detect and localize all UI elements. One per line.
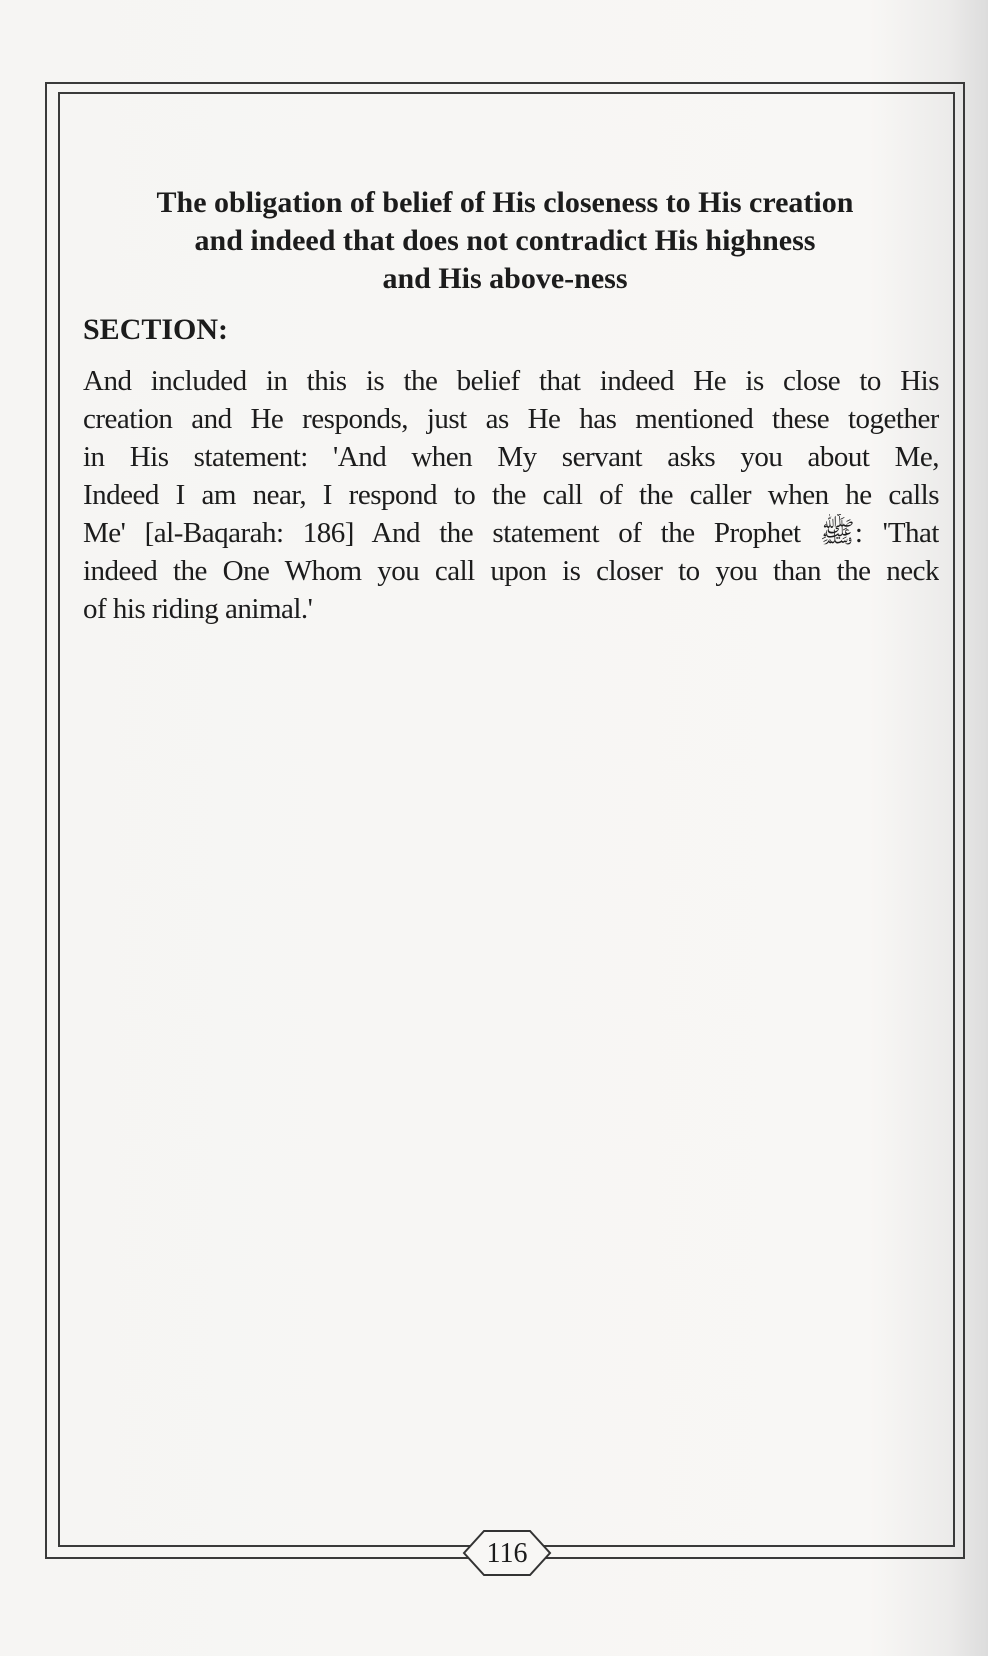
chapter-title [60,184,950,298]
title-line: and His above-ness [382,262,628,295]
section-heading: SECTION: [83,313,229,346]
body-line: And included in this is the belief that indeed He is close to His [83,365,939,397]
page-number: 116 [486,1538,528,1569]
body-line: Indeed I am near, I respond to the call of the caller when he calls [83,479,939,511]
page-number-badge [462,1529,552,1577]
title-line: and indeed that does not contradict His highness [194,224,816,257]
body-line: Me' [al-Baqarah: 186] And the statement of the Prophet ﷺ: 'That [83,517,939,549]
body-line: of his riding animal.' [83,593,313,625]
body-line: indeed the One Whom you call upon is closer to you than the neck [83,555,939,587]
title-line: The obligation of belief of His closeness to His creation [156,186,854,219]
body-paragraph [83,362,939,628]
body-line: in His statement: 'And when My servant asks you about Me, [83,441,939,473]
body-line: creation and He responds, just as He has mentioned these together [83,403,939,435]
